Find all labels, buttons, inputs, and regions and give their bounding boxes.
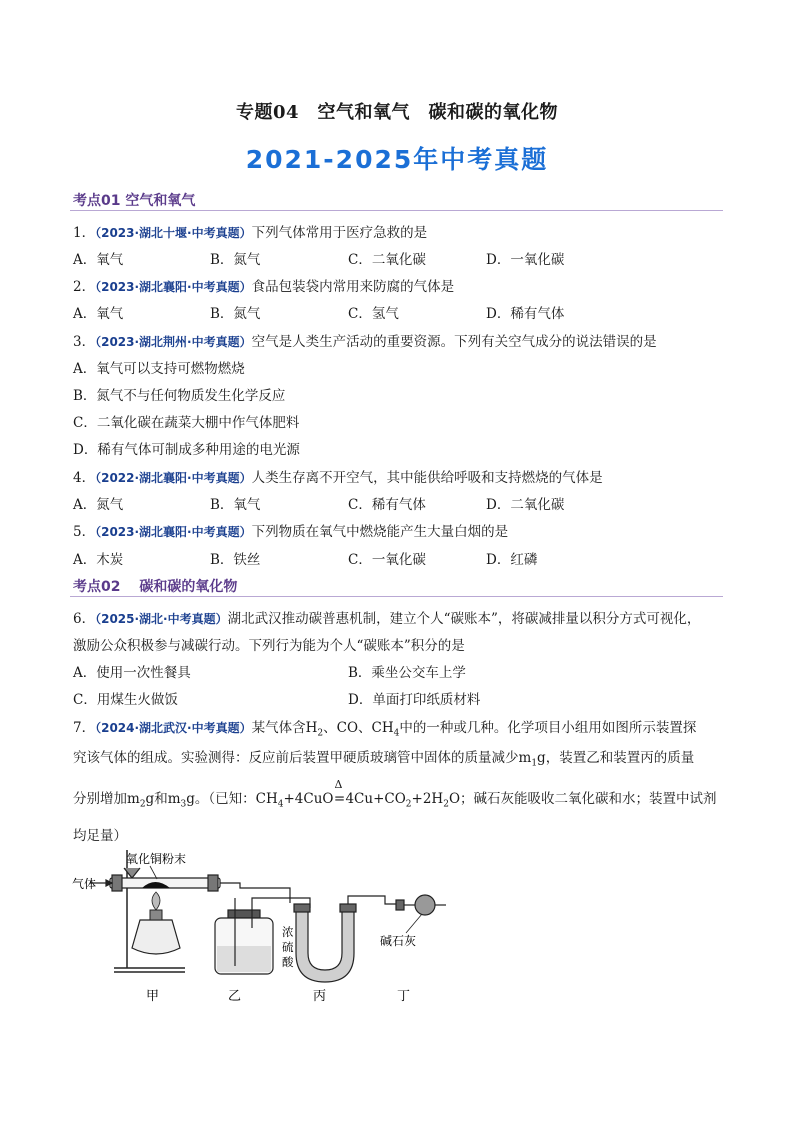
stem-part: 某气体含H: [251, 720, 318, 736]
stem-part: +2H: [411, 791, 444, 807]
question-7-line2: [73, 746, 694, 769]
tube-1b: [250, 888, 290, 903]
option-b: B．氮气: [210, 252, 261, 268]
option-a: A．氮气: [73, 497, 124, 513]
question-number: 7．: [73, 720, 96, 736]
label-lime: 碱石灰: [380, 934, 417, 948]
option-c: C．稀有气体: [348, 497, 426, 513]
section-heading-1: 考点01 空气和氧气: [73, 193, 196, 209]
question-source: （2024·湖北武汉·中考真题）: [95, 721, 252, 735]
option-b: B．铁丝: [210, 552, 261, 568]
label-jia: 甲: [146, 989, 160, 1004]
question-stem: 食品包装袋内常用来防腐的气体是: [251, 279, 455, 295]
option-c: C．二氧化碳: [348, 252, 426, 268]
label-yi: 乙: [228, 989, 242, 1004]
page-title: 专题04 空气和氧气 碳和碳的氧化物: [235, 102, 559, 123]
option-a: A．使用一次性餐具: [73, 665, 191, 681]
question-4: [73, 466, 603, 486]
stem-part: 4Cu+CO: [345, 791, 406, 807]
glass-tube: [110, 875, 220, 891]
section-divider-2: [70, 596, 723, 597]
question-7-line3: [73, 778, 717, 810]
stem-part: 中的一种或几种。化学项目小组用如图所示装置探: [399, 720, 697, 736]
option-b: B．氧气: [210, 497, 261, 513]
option-d: D．稀有气体: [486, 306, 565, 322]
option-c: C．用煤生火做饭: [73, 692, 178, 708]
question-stem: 下列气体常用于医疗急救的是: [251, 225, 428, 241]
question-stem: 人类生存离不开空气，其中能供给呼吸和支持燃烧的气体是: [251, 470, 603, 486]
banner-label: 2021-2025年中考真题: [245, 145, 549, 174]
wash-bottle: [215, 898, 273, 974]
flame: [152, 892, 160, 910]
option-a: A．氧气: [73, 306, 124, 322]
stem-part: 究该气体的组成。实验测得：反应前后装置甲硬质玻璃管中固体的质量减少m: [73, 750, 532, 766]
subscript: 2: [405, 799, 412, 810]
tube-1: [220, 883, 250, 888]
question-source: （2023·湖北襄阳·中考真题）: [95, 525, 252, 539]
apparatus-figure: [70, 848, 450, 1008]
question-stem: 湖北武汉推动碳普惠机制，建立个人“碳账本”，将碳减排量以积分方式可视化，: [227, 611, 701, 627]
question-number: 6．: [73, 611, 96, 627]
question-number: 5．: [73, 524, 96, 540]
option-b: B．氮气不与任何物质发生化学反应: [73, 388, 286, 404]
question-6: [73, 607, 700, 627]
option-d: D．单面打印纸质材料: [348, 692, 481, 708]
question-source: （2025·湖北·中考真题）: [95, 612, 228, 626]
option-b: B．氮气: [210, 306, 261, 322]
drying-tube: [396, 895, 446, 915]
question-stem: 空气是人类生产活动的重要资源。下列有关空气成分的说法错误的是: [251, 334, 657, 350]
question-number: 3．: [73, 334, 96, 350]
u-tube: [294, 904, 356, 982]
question-number: 2．: [73, 279, 96, 295]
question-7: [73, 716, 696, 739]
label-ding: 丁: [397, 989, 411, 1004]
question-3: [73, 330, 657, 350]
option-d: D．二氧化碳: [486, 497, 565, 513]
label-gas: 气体: [72, 877, 97, 891]
banner: [0, 140, 794, 176]
option-a: A．木炭: [73, 552, 124, 568]
question-1: [73, 221, 427, 241]
label-acid-2: 硫: [282, 940, 294, 954]
subscript: 4: [277, 799, 284, 810]
label-acid-3: 酸: [282, 955, 294, 969]
subscript: 2: [317, 728, 324, 739]
stem-part: 分别增加m: [73, 791, 140, 807]
lamp-wick: [150, 910, 162, 920]
question-2: [73, 275, 454, 295]
question-source: （2023·湖北荆州·中考真题）: [95, 335, 252, 349]
stem-part: g。（已知：CH: [186, 791, 278, 807]
option-b: B．乘坐公交车上学: [348, 665, 466, 681]
label-cuo-pointer: [150, 866, 157, 879]
subscript: 3: [180, 799, 187, 810]
section-heading-2: 考点02 碳和碳的氧化物: [73, 579, 238, 595]
stem-part: +4CuO: [283, 791, 334, 807]
heat-equals: Δ =: [333, 778, 346, 807]
question-source: （2023·湖北襄阳·中考真题）: [95, 280, 252, 294]
subscript: 2: [139, 799, 146, 810]
label-bing: 丙: [313, 989, 327, 1004]
stem-part: g和m: [145, 791, 181, 807]
label-cuo: 氧化铜粉末: [126, 852, 187, 866]
heat-symbol: Δ: [334, 778, 343, 791]
subscript: 4: [393, 728, 400, 739]
question-stem: 下列物质在氧气中燃烧能产生大量白烟的是: [251, 524, 509, 540]
subscript: 1: [531, 758, 538, 769]
option-c: C．二氧化碳在蔬菜大棚中作气体肥料: [73, 415, 300, 431]
alcohol-lamp: [132, 920, 180, 954]
option-a: A．氧气可以支持可燃物燃烧: [73, 361, 245, 377]
question-7-line4: 均足量）: [73, 828, 127, 844]
option-c: C．一氧化碳: [348, 552, 426, 568]
section-divider-1: [70, 210, 723, 211]
option-a: A．氧气: [73, 252, 124, 268]
tube-3: [348, 896, 400, 904]
question-5: [73, 520, 508, 540]
option-d: D．一氧化碳: [486, 252, 565, 268]
stem-part: O；碱石灰能吸收二氧化碳和水；装置中试剂: [448, 791, 717, 807]
question-number: 1．: [73, 225, 96, 241]
question-6-cont: 激励公众积极参与减碳行动。下列行为能为个人“碳账本”积分的是: [73, 638, 465, 654]
option-d: D．稀有气体可制成多种用途的电光源: [73, 442, 300, 458]
label-acid-1: 浓: [282, 925, 294, 939]
subscript: 2: [443, 799, 449, 810]
option-d: D．红磷: [486, 552, 538, 568]
option-c: C．氢气: [348, 306, 399, 322]
question-source: （2022·湖北襄阳·中考真题）: [95, 471, 252, 485]
label-lime-pointer: [406, 914, 422, 933]
question-source: （2023·湖北十堰·中考真题）: [95, 226, 252, 240]
stem-part: g，装置乙和装置丙的质量: [537, 750, 695, 766]
banner-text: [236, 140, 559, 176]
stem-part: 、CO、CH: [323, 720, 394, 736]
question-number: 4．: [73, 470, 96, 486]
